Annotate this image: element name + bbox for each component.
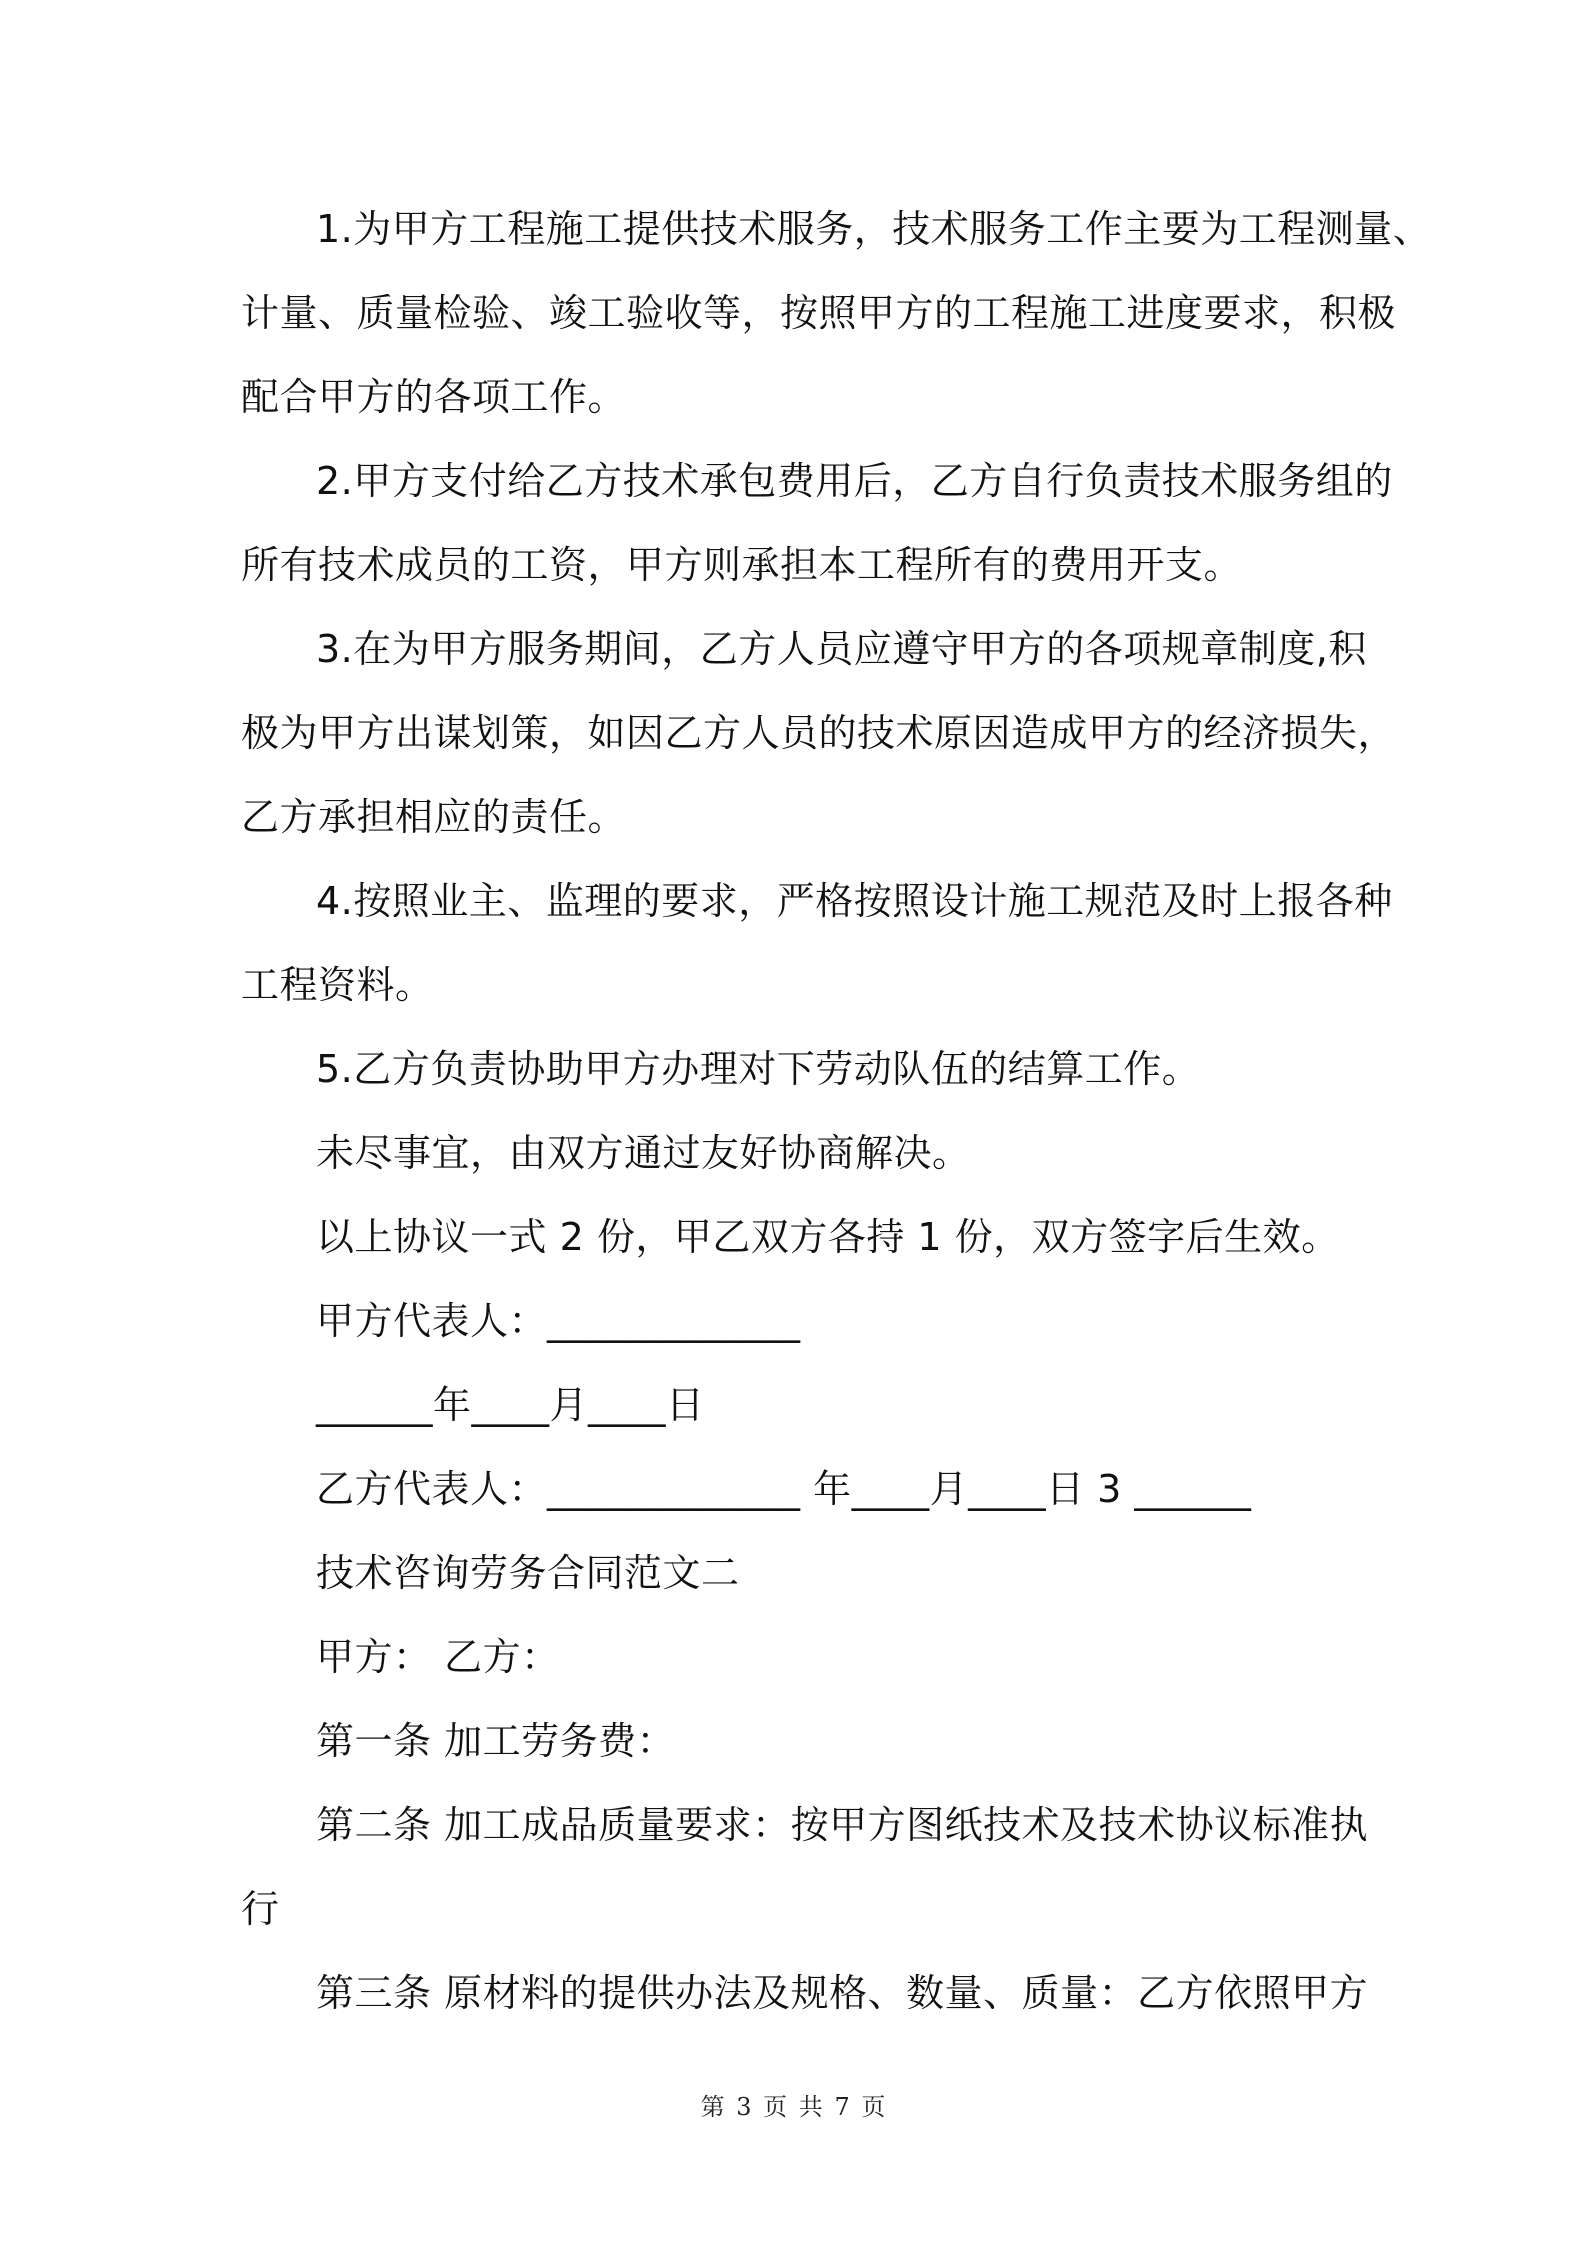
paragraph-line: 乙方承担相应的责任。 — [241, 795, 627, 839]
paragraph-line: 工程资料。 — [241, 963, 434, 1007]
paragraph-line: 4.按照业主、监理的要求，严格按照设计施工规范及时上报各种 — [316, 879, 1393, 923]
paragraph-line: 3.在为甲方服务期间，乙方人员应遵守甲方的各项规章制度,积 — [316, 627, 1367, 671]
date-line-party-a: ______年____月____日 — [316, 1383, 705, 1427]
paragraph-line: 2.甲方支付给乙方技术承包费用后，乙方自行负责技术服务组的 — [316, 459, 1393, 503]
page-number-footer: 第 3 页 共 7 页 — [700, 2093, 886, 2121]
signature-line-party-b: 乙方代表人：_____________ 年____月____日 3 ______ — [316, 1467, 1252, 1511]
paragraph-line: 所有技术成员的工资，甲方则承担本工程所有的费用开支。 — [241, 543, 1243, 587]
paragraph-line: 5.乙方负责协助甲方办理对下劳动队伍的结算工作。 — [316, 1047, 1201, 1091]
article-line: 第一条 加工劳务费： — [316, 1719, 676, 1763]
article-line: 行 — [241, 1887, 280, 1931]
article-line: 第三条 原材料的提供办法及规格、数量、质量：乙方依照甲方 — [316, 1971, 1369, 2015]
paragraph-line: 以上协议一式 2 份，甲乙双方各持 1 份，双方签字后生效。 — [316, 1215, 1340, 1259]
article-line: 第二条 加工成品质量要求：按甲方图纸技术及技术协议标准执 — [316, 1803, 1369, 1847]
signature-line-party-a: 甲方代表人：_____________ — [316, 1299, 801, 1343]
paragraph-line: 未尽事宜，由双方通过友好协商解决。 — [316, 1131, 971, 1175]
paragraph-line: 1.为甲方工程施工提供技术服务，技术服务工作主要为工程测量、 — [316, 207, 1432, 251]
paragraph-line: 配合甲方的各项工作。 — [241, 375, 627, 419]
section-title: 技术咨询劳务合同范文二 — [316, 1551, 740, 1595]
paragraph-line: 计量、质量检验、竣工验收等，按照甲方的工程施工进度要求，积极 — [241, 291, 1397, 335]
paragraph-line: 极为甲方出谋划策，如因乙方人员的技术原因造成甲方的经济损失， — [241, 711, 1397, 755]
parties-line: 甲方： 乙方： — [316, 1635, 560, 1679]
